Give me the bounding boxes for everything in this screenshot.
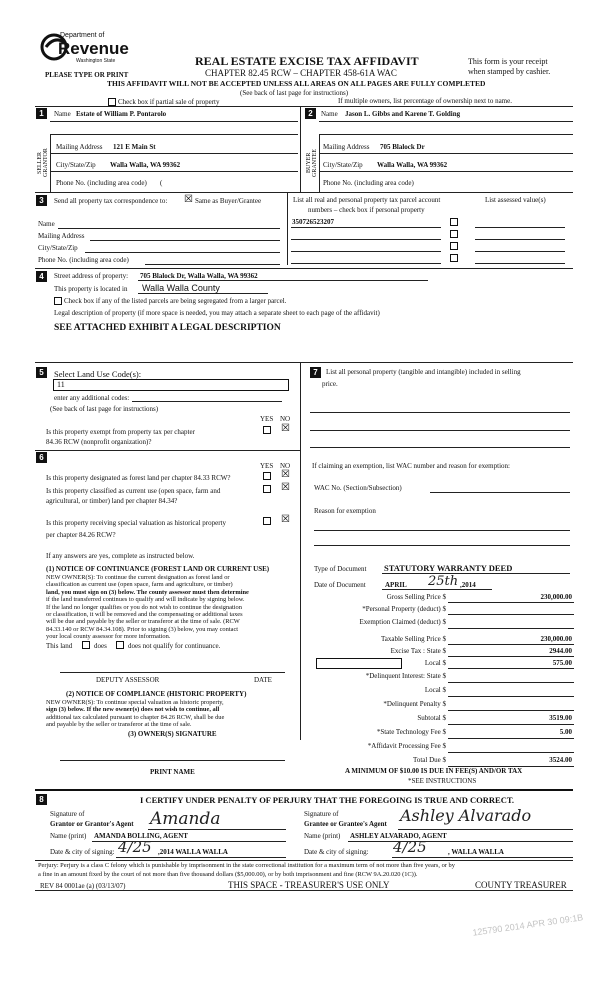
grantor-city[interactable]: ,2014 WALLA WALLA bbox=[158, 848, 228, 856]
parcel-number[interactable]: 350726523207 bbox=[292, 218, 334, 226]
minimum-fee-note: A MINIMUM OF $10.00 IS DUE IN FEE(S) AND/OR TAX bbox=[345, 767, 523, 775]
buyer-side-label: BUYER GRANTEE bbox=[306, 149, 318, 177]
financial-row: Subtotal $ 3519.00 bbox=[316, 711, 574, 725]
financial-row: *Delinquent Interest: State $ bbox=[316, 669, 574, 683]
land-does-checkbox[interactable] bbox=[82, 641, 90, 649]
financial-row: Gross Selling Price $ 230,000.00 bbox=[386, 593, 572, 601]
grantee-date-label: Date & city of signing: bbox=[304, 848, 369, 856]
section-5-number: 5 bbox=[36, 367, 47, 378]
land-use-code-box[interactable] bbox=[53, 379, 289, 391]
exempt-no-checkbox[interactable]: ☒ bbox=[281, 423, 290, 434]
seller-city-label: City/State/Zip bbox=[56, 161, 96, 169]
exempt-question-2: 84.36 RCW (nonprofit organization)? bbox=[46, 438, 152, 446]
parcel-header-2: numbers – check box if personal property bbox=[308, 206, 425, 214]
financial-row: *Affidavit Processing Fee $ bbox=[316, 739, 574, 753]
historic-question-1: Is this property receiving special valuation as historical property bbox=[46, 519, 227, 527]
logo-state: Washington State bbox=[76, 58, 116, 64]
corr-name-label: Name bbox=[38, 220, 55, 228]
forest-yes-checkbox[interactable] bbox=[263, 472, 271, 480]
financial-row: Excise Tax : State $ 2944.00 bbox=[390, 647, 572, 655]
additional-codes-label: enter any additional codes: bbox=[54, 394, 130, 402]
notice-continuance-text: NEW OWNER(S): To continue the current designation as forest land or classification as current use (open space, farm and agriculture, or timber) land, you must sign on (3) below. The county assessor must then determine if the land transferred continues to qualify and will indicate by signing below. If the land no longer qualifies or you do not wish to continue the designation or classification, it will be removed and the compensating or additional taxes will be due and payable by the seller or transferor at the time of sale. (RCW 84.33.140 or RCW 84.34.108). Prior to signing (3) below, you may contact your local county assessor for more information. bbox=[46, 574, 249, 641]
document-date-month[interactable]: APRIL bbox=[385, 581, 407, 589]
grantee-print-label: Name (print) bbox=[304, 832, 341, 840]
notice-compliance-title: (2) NOTICE OF COMPLIANCE (HISTORIC PROPERTY) bbox=[66, 690, 247, 698]
current-use-question-2: agricultural, or timber) land per chapter 84.34? bbox=[46, 497, 178, 505]
document-type[interactable]: STATUTORY WARRANTY DEED bbox=[384, 563, 513, 573]
excise-tax-local[interactable]: 575.00 bbox=[552, 659, 572, 667]
section-3-number: 3 bbox=[36, 195, 47, 206]
no-header-2: NO bbox=[280, 462, 291, 470]
corr-phone-label: Phone No. (including area code) bbox=[38, 256, 129, 264]
document-type-label: Type of Document bbox=[314, 565, 367, 573]
land-does-label-1: This land bbox=[46, 642, 73, 650]
seller-city[interactable]: Walla Walla, WA 99362 bbox=[110, 161, 181, 169]
receipt-note-1: This form is your receipt bbox=[468, 57, 548, 66]
document-date-label: Date of Document bbox=[314, 581, 366, 589]
financial-table bbox=[316, 591, 574, 767]
exempt-yes-checkbox[interactable] bbox=[263, 426, 271, 434]
completion-warning: THIS AFFIDAVIT WILL NOT BE ACCEPTED UNLESS ALL AREAS ON ALL PAGES ARE FULLY COMPLETED bbox=[107, 79, 486, 88]
grantee-date[interactable]: 4/25 bbox=[393, 838, 427, 856]
revenue-logo bbox=[40, 30, 130, 70]
exemption-label: If claiming an exemption, list WAC number and reason for exemption: bbox=[312, 462, 510, 470]
section-7-number: 7 bbox=[310, 367, 321, 378]
financial-row: Local $ 575.00 bbox=[316, 657, 574, 669]
parcel-2-personal-checkbox[interactable] bbox=[450, 230, 458, 238]
yes-header-2: YES bbox=[260, 462, 274, 470]
local-jurisdiction-box[interactable] bbox=[316, 658, 402, 669]
gross-selling-price[interactable]: 230,000.00 bbox=[540, 593, 572, 601]
historic-no-checkbox[interactable]: ☒ bbox=[281, 514, 290, 525]
financial-row: *State Technology Fee $ 5.00 bbox=[316, 725, 574, 739]
perjury-warning: Perjury: Perjury is a class C felony which is punishable by imprisonment in the state correctional institution for a maximum term of not more than five years, or by a fine in an amount fixed by the court of not more than five thousand dollars ($5,000.00), or by both imprisonment and fine (RCW 9A.20.020 (1C)). bbox=[38, 862, 455, 878]
partial-sale-label: Check box if partial sale of property bbox=[118, 98, 220, 106]
parcel-header-1: List all real and personal property tax parcel account bbox=[293, 196, 441, 204]
see-back-instructions: (See back of last page for instructions) bbox=[240, 89, 349, 97]
financial-row: Total Due $ 3524.00 bbox=[316, 753, 574, 767]
owner-signature-title: (3) OWNER(S) SIGNATURE bbox=[128, 730, 217, 738]
land-use-see-back: (See back of last page for instructions) bbox=[50, 405, 159, 413]
grantor-date-label: Date & city of signing: bbox=[50, 848, 115, 856]
personal-property-label-1: List all personal property (tangible and intangible) included in selling bbox=[326, 368, 521, 376]
print-name-label: PRINT NAME bbox=[150, 768, 195, 776]
technology-fee[interactable]: 5.00 bbox=[559, 728, 572, 736]
total-due[interactable]: 3524.00 bbox=[549, 756, 572, 764]
financial-row: *Personal Property (deduct) $ bbox=[316, 603, 574, 615]
send-correspondence-label: Send all property tax correspondence to: bbox=[54, 197, 168, 205]
grantee-signature[interactable]: Ashley Alvarado bbox=[400, 806, 532, 825]
county-treasurer-label: COUNTY TREASURER bbox=[475, 880, 567, 890]
financial-row: Exemption Claimed (deduct) $ bbox=[316, 615, 574, 629]
yes-header-1: YES bbox=[260, 415, 274, 423]
assessed-value-header: List assessed value(s) bbox=[485, 196, 546, 204]
seller-side-label: SELLER GRANTOR bbox=[37, 148, 49, 178]
financial-row: Taxable Selling Price $ 230,000.00 bbox=[380, 635, 572, 643]
grantee-sig-label-2: Grantee or Grantee's Agent bbox=[304, 820, 387, 828]
grantee-city[interactable]: , WALLA WALLA bbox=[448, 848, 504, 856]
financial-row: Local $ bbox=[316, 683, 574, 697]
taxable-selling-price[interactable]: 230,000.00 bbox=[540, 635, 572, 643]
grantor-print-label: Name (print) bbox=[50, 832, 87, 840]
section-1-number: 1 bbox=[36, 108, 47, 119]
form-number: REV 84 0001ae (a) (03/13/07) bbox=[40, 882, 126, 890]
section-2-number: 2 bbox=[305, 108, 316, 119]
segregated-checkbox[interactable] bbox=[54, 297, 62, 305]
document-date-day[interactable]: 25th bbox=[428, 574, 459, 589]
buyer-name-label: Name bbox=[321, 110, 338, 118]
parcel-4-personal-checkbox[interactable] bbox=[450, 254, 458, 262]
land-does-label-2: does bbox=[94, 642, 107, 650]
forest-no-checkbox[interactable]: ☒ bbox=[281, 469, 290, 480]
receipt-note-2: when stamped by cashier. bbox=[468, 67, 551, 76]
county-name[interactable]: Walla Walla County bbox=[142, 283, 220, 293]
see-instructions-note: *SEE INSTRUCTIONS bbox=[408, 777, 477, 785]
historic-question-2: per chapter 84.26 RCW? bbox=[46, 531, 116, 539]
land-does-not-checkbox[interactable] bbox=[116, 641, 124, 649]
deputy-date-label: DATE bbox=[254, 676, 272, 684]
grantor-sig-label-2: Grantor or Grantor's Agent bbox=[50, 820, 134, 828]
located-in-label: This property is located in bbox=[54, 285, 128, 293]
notice-compliance-text: NEW OWNER(S): To continue special valuation as historic property, sign (3) below. If the new owner(s) does not wish to continue, all additional tax calculated pursuant to chapter 84.26 RCW, shall be due and payable by the seller or transferor at the time of sale. bbox=[46, 699, 225, 729]
buyer-phone-label: Phone No. (including area code) bbox=[323, 179, 414, 187]
current-use-question-1: Is this property classified as current use (open space, farm and bbox=[46, 487, 221, 495]
segregated-label: Check box if any of the listed parcels are being segregated from a larger parcel. bbox=[64, 297, 287, 305]
reason-label: Reason for exemption bbox=[314, 507, 376, 515]
form-title: REAL ESTATE EXCISE TAX AFFIDAVIT bbox=[195, 54, 419, 68]
land-use-label: Select Land Use Code(s): bbox=[54, 369, 142, 379]
section-6-number: 6 bbox=[36, 452, 47, 463]
deputy-assessor-label: DEPUTY ASSESSOR bbox=[96, 676, 160, 684]
subtotal[interactable]: 3519.00 bbox=[549, 714, 572, 722]
forest-question: Is this property designated as forest land per chapter 84.33 RCW? bbox=[46, 474, 231, 482]
perjury-certification: I CERTIFY UNDER PENALTY OF PERJURY THAT THE FOREGOING IS TRUE AND CORRECT. bbox=[140, 795, 515, 805]
logo-name: Revenue bbox=[58, 39, 129, 58]
grantor-print-name[interactable]: AMANDA BOLLING, AGENT bbox=[94, 832, 188, 840]
corr-city-label: City/State/Zip bbox=[38, 244, 78, 252]
grantee-print-name[interactable]: ASHLEY ALVARADO, AGENT bbox=[350, 832, 447, 840]
section-8-number: 8 bbox=[36, 794, 47, 805]
grantor-sig-label-1: Signature of bbox=[50, 810, 85, 818]
buyer-name[interactable]: Jason L. Gibbs and Karene T. Golding bbox=[345, 110, 461, 118]
treasurer-stamp: 125790 2014 APR 30 09:1B bbox=[471, 912, 584, 938]
financial-row: *Delinquent Penalty $ bbox=[316, 697, 574, 711]
please-type: PLEASE TYPE OR PRINT bbox=[45, 71, 129, 79]
seller-phone-label: Phone No. (including area code) bbox=[56, 179, 147, 187]
grantor-signature[interactable]: Amanda bbox=[150, 809, 221, 829]
current-use-yes-checkbox[interactable] bbox=[263, 485, 271, 493]
buyer-mailing[interactable]: 705 Blalock Dr bbox=[380, 143, 425, 151]
parcel-1-personal-checkbox[interactable] bbox=[450, 218, 458, 226]
form-chapter: CHAPTER 82.45 RCW – CHAPTER 458-61A WAC bbox=[205, 68, 397, 78]
personal-property-label-2: price. bbox=[322, 380, 338, 388]
logo-dept: Department of bbox=[60, 32, 105, 39]
same-as-buyer-checkbox[interactable]: ☒ bbox=[184, 194, 193, 205]
street-address[interactable]: 705 Blalock Dr, Walla Walla, WA 99362 bbox=[140, 272, 258, 280]
multiple-owners-note: If multiple owners, list percentage of ownership next to name. bbox=[338, 97, 512, 105]
corr-mailing-label: Mailing Address bbox=[38, 232, 85, 240]
same-as-buyer-label: Same as Buyer/Grantee bbox=[195, 197, 262, 205]
notice-continuance-title: (1) NOTICE OF CONTINUANCE (FOREST LAND OR CURRENT USE) bbox=[46, 565, 270, 573]
buyer-mailing-label: Mailing Address bbox=[323, 143, 370, 151]
no-header-1: NO bbox=[280, 415, 291, 423]
excise-tax-state[interactable]: 2944.00 bbox=[549, 647, 572, 655]
seller-name[interactable]: Estate of William P. Pontarolo bbox=[76, 110, 167, 118]
if-any-yes: If any answers are yes, complete as instructed below. bbox=[46, 552, 195, 560]
historic-yes-checkbox[interactable] bbox=[263, 517, 271, 525]
seller-mailing-label: Mailing Address bbox=[56, 143, 103, 151]
partial-sale-checkbox[interactable] bbox=[108, 98, 116, 106]
wac-label: WAC No. (Section/Subsection) bbox=[314, 484, 402, 492]
street-address-label: Street address of property: bbox=[54, 272, 129, 280]
parcel-3-personal-checkbox[interactable] bbox=[450, 242, 458, 250]
land-does-label-3: does not qualify for continuance. bbox=[128, 642, 221, 650]
buyer-city[interactable]: Walla Walla, WA 99362 bbox=[377, 161, 448, 169]
current-use-no-checkbox[interactable]: ☒ bbox=[281, 482, 290, 493]
exempt-question-1: Is this property exempt from property tax per chapter bbox=[46, 428, 195, 436]
treasurer-use-label: THIS SPACE - TREASURER'S USE ONLY bbox=[228, 880, 390, 890]
legal-description[interactable]: SEE ATTACHED EXHIBIT A LEGAL DESCRIPTION bbox=[54, 323, 281, 333]
seller-name-label: Name bbox=[54, 110, 71, 118]
seller-mailing[interactable]: 121 E Main St bbox=[113, 143, 156, 151]
document-date-year[interactable]: ,2014 bbox=[460, 581, 476, 589]
land-use-code: 11 bbox=[57, 380, 65, 389]
legal-description-label: Legal description of property (if more space is needed, you may attach a separate sheet to each page of the affidavit) bbox=[54, 309, 380, 317]
grantee-sig-label-1: Signature of bbox=[304, 810, 339, 818]
seller-phone[interactable]: ( bbox=[160, 179, 163, 187]
section-4-number: 4 bbox=[36, 271, 47, 282]
grantor-date[interactable]: 4/25 bbox=[118, 838, 152, 856]
buyer-city-label: City/State/Zip bbox=[323, 161, 363, 169]
